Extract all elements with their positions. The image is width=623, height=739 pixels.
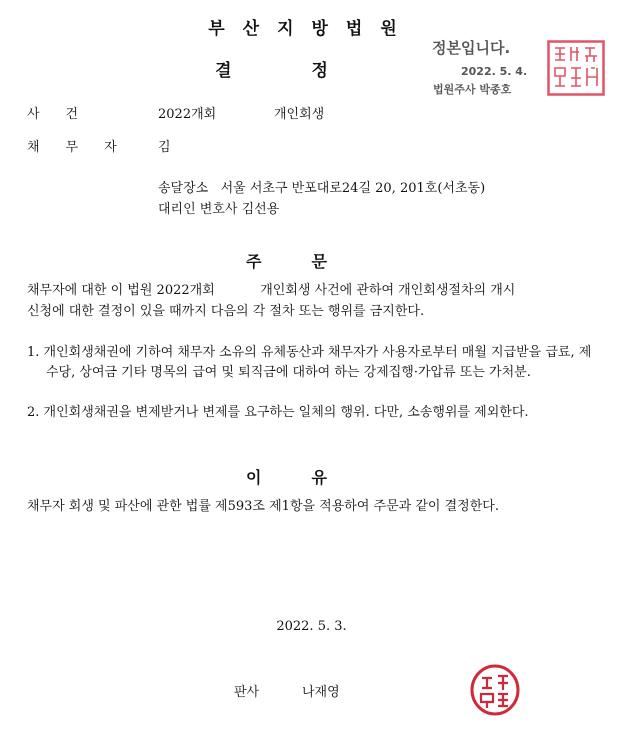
order-item-2: 2. 개인회생채권을 변제받거나 변제를 요구하는 일체의 행위. 다만, 소송행위를 제외한다. — [27, 405, 529, 420]
debtor-name: 김 — [158, 140, 171, 155]
court-seal-icon — [547, 40, 605, 96]
certified-copy-label: 정본입니다. — [432, 39, 511, 57]
reason-heading: 이유 — [246, 468, 377, 487]
service-address: 송달장소 서울 서초구 반포대로24길 20, 201호(서초동) — [158, 181, 486, 196]
court-name: 부산지방법원 — [208, 19, 415, 39]
debtor-label: 채무자 — [27, 140, 143, 155]
case-number: 2022개회 — [158, 107, 217, 122]
order-paragraph-line-2: 신청에 대한 결정이 있을 때까지 다음의 각 절차 또는 행위를 금지한다. — [27, 304, 425, 319]
reason-text: 채무자 회생 및 파산에 관한 법률 제593조 제1항을 적용하여 주문과 같이 결정한다. — [27, 499, 499, 514]
court-clerk: 법원주사 박종호 — [433, 83, 512, 96]
case-name: 개인회생 — [274, 107, 325, 122]
case-label: 사건 — [27, 107, 105, 122]
certified-date: 2022. 5. 4. — [461, 65, 528, 78]
order-item-1: 1. 개인회생채권에 기하여 채무자 소유의 유체동산과 채무자가 사용자로부터 매월 지급받을 급료, 제수당, 상여금 기타 명목의 급여 및 퇴직금에 대하여 하는 강제집행·가압류 또는 가처분. — [27, 345, 592, 380]
attorney: 대리인 변호사 김선용 — [158, 202, 280, 217]
document-title: 결정 — [215, 61, 408, 81]
order-paragraph-line-1: 채무자에 대한 이 법원 2022개회 개인회생 사건에 관하여 개인회생절차의 개시 — [27, 283, 516, 298]
order-heading: 주문 — [246, 252, 377, 271]
judge-name: 나재영 — [302, 685, 340, 700]
judge-seal-icon — [470, 664, 520, 716]
judge-label: 판사 — [234, 685, 260, 700]
decision-date: 2022. 5. 3. — [276, 619, 347, 634]
